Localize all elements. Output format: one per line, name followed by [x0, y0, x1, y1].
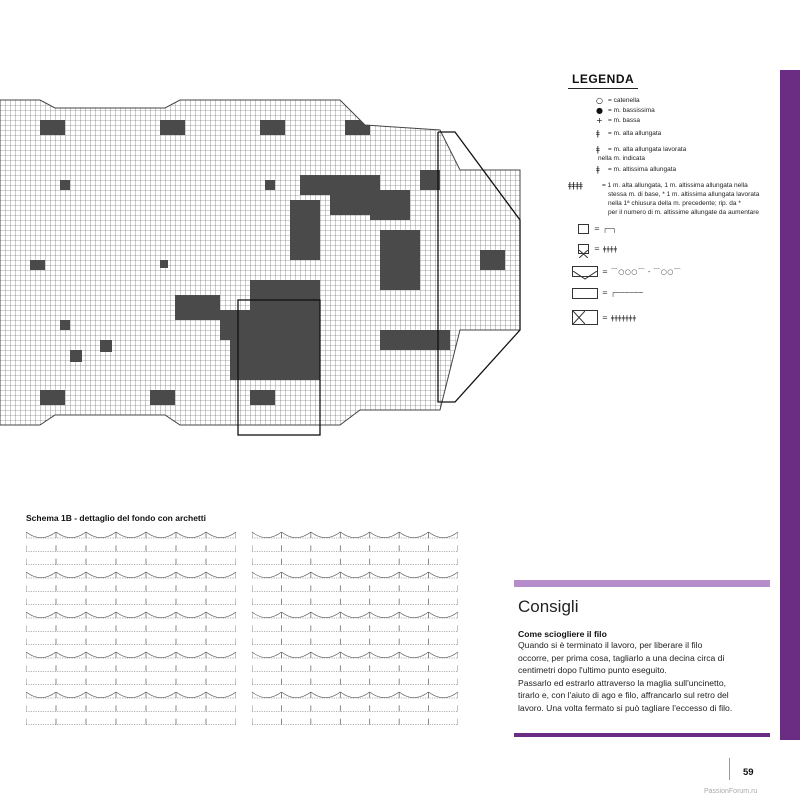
stitch-arch [370, 652, 399, 658]
stitch-arch [370, 612, 399, 618]
schema-chart-right [252, 530, 458, 730]
legend-item-bassa: = m. bassa [608, 117, 640, 124]
stitch-arch [252, 612, 281, 618]
legend-item-increase: = 1 m. alta allungata, 1 m. altissima allungata nella [602, 182, 748, 189]
stitch-arch [146, 532, 176, 538]
filled-block [260, 120, 285, 135]
legend-item-alta-lavorata-cont: nella m. indicata [598, 155, 645, 162]
stitch-arch [146, 652, 176, 658]
tips-line: occorre, per prima cosa, tagliarlo a una decina circa di [518, 652, 725, 663]
legend-item-alta-lavorata: = m. alta allungata lavorata [608, 146, 687, 153]
filled-block [30, 260, 45, 270]
legend-item-bassissima: = m. bassissima [608, 107, 655, 114]
stitch-arch [281, 652, 310, 658]
tips-line: Quando si è terminato il lavoro, per liberare il filo [518, 640, 703, 650]
stitch-arch [116, 572, 146, 578]
tips-line: lavoro. Una volta fermato si può tagliare l'eccesso di filo. [518, 702, 733, 713]
filled-block [60, 180, 70, 190]
stitch-arch [311, 692, 340, 698]
stitch-arch [281, 532, 310, 538]
alta-allungata-symbol: ǂ [596, 129, 600, 138]
filled-block [100, 340, 112, 352]
filled-block [160, 120, 185, 135]
legend-title-rule [568, 88, 638, 89]
stitch-arch [370, 532, 399, 538]
stitch-arch [26, 612, 56, 618]
page-number: 59 [743, 767, 754, 778]
stitch-arch [116, 652, 146, 658]
stitch-arch [56, 612, 86, 618]
stitch-arch [429, 692, 458, 698]
stitch-arch [206, 532, 236, 538]
key-arch-sequence: = ⌒○○○⌒ - ⌒○○⌒ [602, 268, 682, 276]
tips-header-bar [514, 580, 770, 587]
stitch-arch [399, 692, 428, 698]
tips-line: Passarlo ed estrarlo attraverso la maglia sull'uncinetto, [518, 677, 726, 688]
stitch-arch [399, 532, 428, 538]
stitch-arch [340, 612, 369, 618]
filet-crochet-chart [0, 80, 540, 440]
stitch-arch [311, 572, 340, 578]
schema-chart-left [26, 530, 236, 730]
page-edge-tab [780, 70, 800, 740]
stitch-arch [281, 692, 310, 698]
stitch-arch [340, 532, 369, 538]
tips-heading: Consigli [518, 597, 579, 616]
stitch-arch [311, 532, 340, 538]
stitch-arch [176, 532, 206, 538]
stitch-arch [86, 572, 116, 578]
stitch-arch [429, 532, 458, 538]
stitch-arch [26, 572, 56, 578]
key-empty-sequence: = ┌─┐ [594, 225, 617, 233]
key-arch-box [572, 266, 598, 277]
filled-block [230, 340, 320, 380]
legend [566, 70, 776, 340]
stitch-arch [206, 612, 236, 618]
schema-title: Schema 1B - dettaglio del fondo con archetti [26, 513, 206, 523]
legend-item-catenella: = catenella [608, 97, 640, 104]
stitch-arch [86, 532, 116, 538]
stitch-arch [206, 692, 236, 698]
key-cross-sequence: = ǂǂǂǂ [594, 245, 618, 253]
filled-block [40, 390, 65, 405]
key-wide-sequence: = ┌────── [602, 289, 644, 297]
page-number-divider [729, 758, 730, 780]
stitch-arch [56, 532, 86, 538]
cross-icon [573, 311, 585, 324]
filled-block [60, 320, 70, 330]
stitch-arch [429, 652, 458, 658]
key-empty-square [578, 224, 589, 234]
filled-block [250, 280, 320, 350]
tips-footer-bar [514, 733, 770, 737]
filled-block [345, 120, 370, 135]
filled-block [380, 330, 450, 350]
tips-line: centimetri dopo l'ultimo punto eseguito. [518, 665, 667, 676]
legend-item-increase-cont1: stessa m. di base, * 1 m. altissima allungata lavorata [608, 191, 760, 198]
catenella-symbol: ○ [596, 96, 603, 105]
stitch-arch [311, 612, 340, 618]
stitch-arch [252, 652, 281, 658]
arch-icon [573, 271, 597, 280]
filled-block [175, 295, 220, 320]
stitch-arch [281, 612, 310, 618]
key-cross-square [578, 244, 589, 254]
stitch-arch [429, 572, 458, 578]
stitch-arch [399, 652, 428, 658]
stitch-arch [56, 572, 86, 578]
stitch-arch [206, 652, 236, 658]
filled-block [420, 170, 440, 190]
stitch-arch [116, 532, 146, 538]
stitch-arch [340, 572, 369, 578]
legend-item-increase-cont3: per il numero di m. altissime allungate da aumentare [608, 209, 760, 216]
tips-box [514, 580, 770, 715]
stitch-arch [176, 652, 206, 658]
cross-icon [579, 250, 588, 258]
filled-block [480, 250, 505, 270]
stitch-arch [252, 532, 281, 538]
stitch-arch [26, 532, 56, 538]
stitch-arch [399, 572, 428, 578]
tips-line: tirarlo e, con l'aiuto di ago e filo, affrancarlo sul retro del [518, 690, 729, 701]
watermark: PassionForum.ru [704, 788, 758, 795]
increase-symbol: ǂǂǂǂ [568, 181, 583, 190]
alta-lavorata-symbol: ǂ [596, 145, 600, 154]
tips-subheading: Come sciogliere il filo [518, 629, 607, 639]
legend-item-increase-cont2: nella 1ª chiusura della m. precedente; rip. da * [608, 200, 741, 207]
stitch-arch [116, 612, 146, 618]
stitch-arch [252, 572, 281, 578]
filled-block [150, 390, 175, 405]
stitch-arch [340, 652, 369, 658]
legend-item-alta-allungata: = m. alta allungata [608, 130, 662, 137]
stitch-arch [56, 692, 86, 698]
stitch-arch [146, 612, 176, 618]
filled-block [380, 230, 420, 290]
stitch-arch [86, 652, 116, 658]
filled-block [265, 180, 275, 190]
stitch-arch [26, 692, 56, 698]
stitch-arch [56, 652, 86, 658]
stitch-arch [176, 612, 206, 618]
bassa-symbol: + [596, 116, 603, 125]
filled-block [250, 390, 275, 405]
stitch-arch [86, 612, 116, 618]
legend-title: LEGENDA [572, 72, 635, 86]
key-wide-box [572, 288, 598, 299]
stitch-arch [340, 692, 369, 698]
stitch-arch [146, 572, 176, 578]
stitch-arch [206, 572, 236, 578]
stitch-arch [311, 652, 340, 658]
stitch-arch [252, 692, 281, 698]
filled-block [300, 175, 380, 195]
stitch-arch [370, 692, 399, 698]
stitch-arch [399, 612, 428, 618]
filled-block [70, 350, 82, 362]
filled-block [40, 120, 65, 135]
stitch-arch [146, 692, 176, 698]
stitch-arch [116, 692, 146, 698]
stitch-arch [429, 612, 458, 618]
filled-block [160, 260, 168, 268]
stitch-arch [26, 652, 56, 658]
stitch-arch [281, 572, 310, 578]
legend-item-altissima: = m. altissima allungata [608, 166, 677, 173]
stitch-arch [176, 572, 206, 578]
stitch-arch [176, 692, 206, 698]
stitch-arch [370, 572, 399, 578]
key-wide-cross-box [572, 310, 598, 325]
stitch-arch [86, 692, 116, 698]
filled-block [290, 200, 320, 260]
key-wide-cross-sequence: = ǂǂǂǂǂǂǂ [602, 314, 637, 322]
bassissima-symbol: ● [596, 106, 603, 115]
altissima-symbol: ǂ [596, 165, 600, 174]
